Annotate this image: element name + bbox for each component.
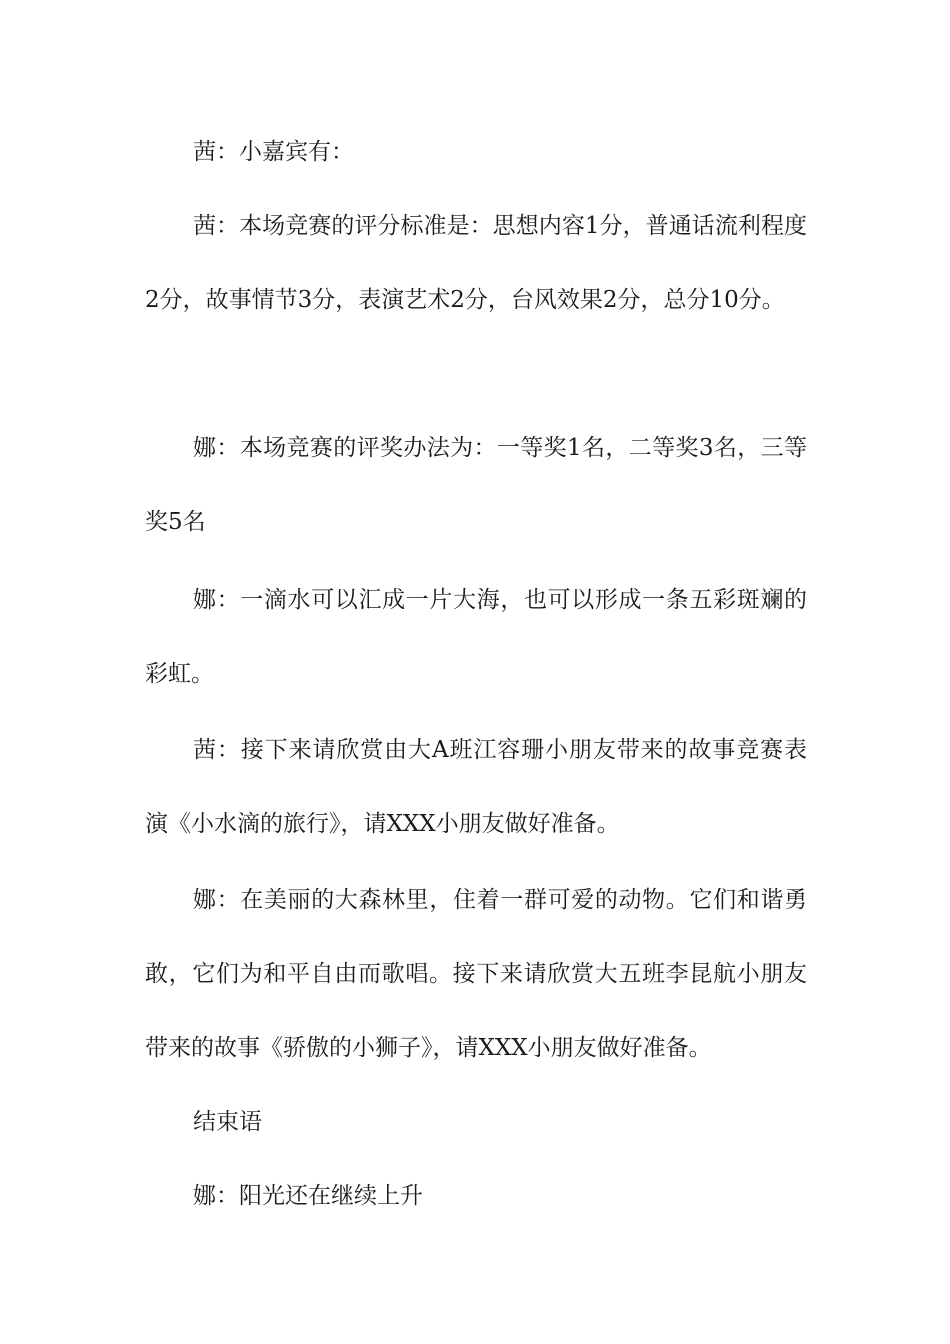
paragraph-guests: 茜：小嘉宾有： xyxy=(193,139,354,165)
paragraph-scoring-criteria: 茜：本场竞赛的评分标准是：思想内容1分，普通话流利程度2分，故事情节3分，表演艺术2分，台风效果2分，总分10分。 xyxy=(145,213,807,313)
paragraph-sunshine: 娜：阳光还在继续上升 xyxy=(193,1183,423,1209)
paragraph-forest-story: 娜：在美丽的大森林里，住着一群可爱的动物。它们和谐勇敢，它们为和平自由而歌唱。接下来请欣赏大五班李昆航小朋友带来的故事《骄傲的小狮子》，请XXX小朋友做好准备。 xyxy=(145,887,807,1061)
paragraph-closing-heading: 结束语 xyxy=(193,1109,262,1135)
paragraph-award-method: 娜：本场竞赛的评奖办法为：一等奖1名，二等奖3名，三等奖5名 xyxy=(145,435,807,535)
paragraph-water-drop: 娜：一滴水可以汇成一片大海，也可以形成一条五彩斑斓的彩虹。 xyxy=(145,587,807,687)
paragraph-water-drop-journey: 茜：接下来请欣赏由大A班江容珊小朋友带来的故事竞赛表演《小水滴的旅行》，请XXX小朋友做好准备。 xyxy=(145,737,807,837)
